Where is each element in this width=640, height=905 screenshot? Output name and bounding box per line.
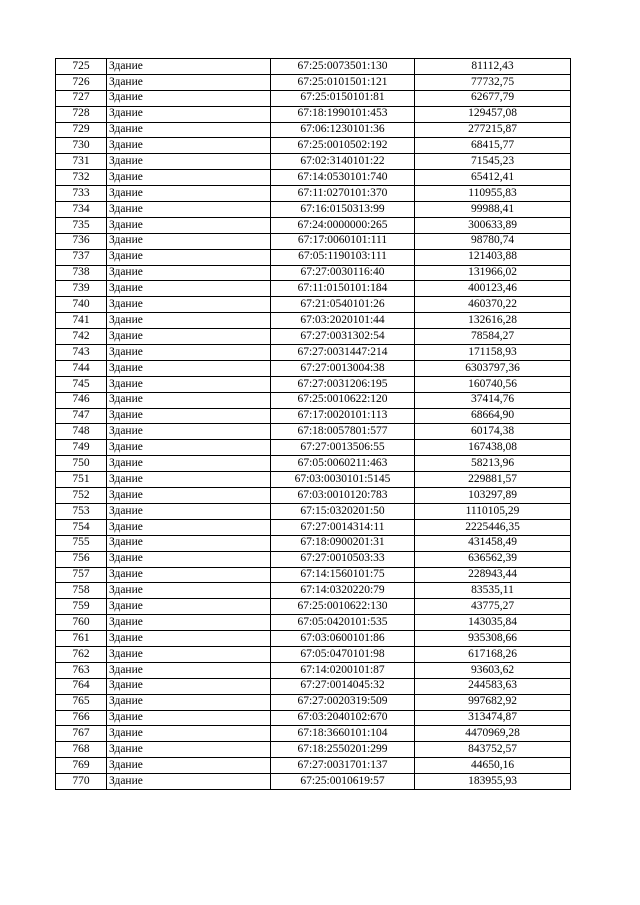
cadastral-number-cell: 67:06:1230101:36 [271,122,415,138]
row-number-cell: 765 [56,694,107,710]
cadastral-value-cell: 68664,90 [415,408,571,424]
object-type-cell: Здание [107,408,271,424]
cadastral-value-cell: 167438,08 [415,440,571,456]
table-row [56,265,571,281]
row-number-cell: 732 [56,170,107,186]
cadastral-number-cell: 67:27:0031302:54 [271,329,415,345]
row-number-cell: 743 [56,345,107,361]
table-row [56,59,571,75]
object-type-cell: Здание [107,726,271,742]
row-number-cell: 769 [56,758,107,774]
table-row [56,376,571,392]
table-row [56,615,571,631]
row-number-cell: 742 [56,329,107,345]
cadastral-value-cell: 143035,84 [415,615,571,631]
table-row [56,329,571,345]
cadastral-value-cell: 935308,66 [415,631,571,647]
row-number-cell: 731 [56,154,107,170]
cadastral-value-cell: 103297,89 [415,488,571,504]
object-type-cell: Здание [107,567,271,583]
cadastral-value-cell: 83535,11 [415,583,571,599]
cadastral-number-cell: 67:11:0150101:184 [271,281,415,297]
row-number-cell: 730 [56,138,107,154]
cadastral-number-cell: 67:25:0073501:130 [271,59,415,75]
row-number-cell: 770 [56,774,107,790]
cadastral-value-cell: 93603,62 [415,662,571,678]
row-number-cell: 768 [56,742,107,758]
object-type-cell: Здание [107,154,271,170]
cadastral-number-cell: 67:27:0031701:137 [271,758,415,774]
cadastral-value-cell: 44650,16 [415,758,571,774]
cadastral-number-cell: 67:14:1560101:75 [271,567,415,583]
object-type-cell: Здание [107,710,271,726]
table-row [56,424,571,440]
object-type-cell: Здание [107,774,271,790]
row-number-cell: 725 [56,59,107,75]
row-number-cell: 767 [56,726,107,742]
cadastral-value-cell: 1110105,29 [415,503,571,519]
cadastral-value-cell: 171158,93 [415,345,571,361]
row-number-cell: 752 [56,488,107,504]
cadastral-number-cell: 67:18:2550201:299 [271,742,415,758]
table-row [56,488,571,504]
cadastral-value-cell: 60174,38 [415,424,571,440]
cadastral-value-cell: 229881,57 [415,472,571,488]
object-type-cell: Здание [107,440,271,456]
cadastral-number-cell: 67:27:0031447:214 [271,345,415,361]
table-row [56,726,571,742]
row-number-cell: 741 [56,313,107,329]
object-type-cell: Здание [107,758,271,774]
cadastral-value-cell: 131966,02 [415,265,571,281]
cadastral-value-cell: 431458,49 [415,535,571,551]
table-row [56,678,571,694]
row-number-cell: 761 [56,631,107,647]
cadastral-number-cell: 67:25:0010622:130 [271,599,415,615]
object-type-cell: Здание [107,535,271,551]
cadastral-value-cell: 43775,27 [415,599,571,615]
cadastral-number-cell: 67:05:0420101:535 [271,615,415,631]
table-row [56,567,571,583]
row-number-cell: 751 [56,472,107,488]
row-number-cell: 747 [56,408,107,424]
table-row [56,90,571,106]
table-row [56,360,571,376]
table-row [56,503,571,519]
cadastral-number-cell: 67:03:0010120:783 [271,488,415,504]
row-number-cell: 760 [56,615,107,631]
cadastral-value-cell: 78584,27 [415,329,571,345]
row-number-cell: 744 [56,360,107,376]
object-type-cell: Здание [107,313,271,329]
object-type-cell: Здание [107,742,271,758]
object-type-cell: Здание [107,345,271,361]
cadastral-number-cell: 67:17:0060101:111 [271,233,415,249]
cadastral-number-cell: 67:05:0470101:98 [271,646,415,662]
cadastral-number-cell: 67:05:0060211:463 [271,456,415,472]
cadastral-value-cell: 160740,56 [415,376,571,392]
object-type-cell: Здание [107,376,271,392]
row-number-cell: 733 [56,186,107,202]
row-number-cell: 737 [56,249,107,265]
cadastral-value-cell: 81112,43 [415,59,571,75]
cadastral-value-cell: 37414,76 [415,392,571,408]
object-type-cell: Здание [107,599,271,615]
table-row [56,281,571,297]
cadastral-number-cell: 67:15:0320201:50 [271,503,415,519]
cadastral-number-cell: 67:27:0031206:195 [271,376,415,392]
cadastral-value-cell: 71545,23 [415,154,571,170]
object-type-cell: Здание [107,694,271,710]
cadastral-value-cell: 62677,79 [415,90,571,106]
table-row [56,646,571,662]
table-row [56,233,571,249]
row-number-cell: 764 [56,678,107,694]
table-row [56,297,571,313]
cadastral-number-cell: 67:03:2020101:44 [271,313,415,329]
cadastral-number-cell: 67:25:0010619:57 [271,774,415,790]
object-type-cell: Здание [107,186,271,202]
cadastral-number-cell: 67:27:0013004:38 [271,360,415,376]
cadastral-number-cell: 67:18:3660101:104 [271,726,415,742]
cadastral-number-cell: 67:27:0013506:55 [271,440,415,456]
table-row [56,106,571,122]
cadastral-value-cell: 99988,41 [415,202,571,218]
table-row [56,774,571,790]
cadastral-number-cell: 67:18:0900201:31 [271,535,415,551]
row-number-cell: 729 [56,122,107,138]
cadastral-number-cell: 67:25:0150101:81 [271,90,415,106]
table-row [56,186,571,202]
table-row [56,202,571,218]
row-number-cell: 758 [56,583,107,599]
object-type-cell: Здание [107,329,271,345]
object-type-cell: Здание [107,170,271,186]
cadastral-value-cell: 183955,93 [415,774,571,790]
row-number-cell: 745 [56,376,107,392]
cadastral-value-cell: 4470969,28 [415,726,571,742]
cadastral-value-cell: 400123,46 [415,281,571,297]
object-type-cell: Здание [107,297,271,313]
table-row [56,694,571,710]
row-number-cell: 734 [56,202,107,218]
table-row [56,535,571,551]
table-row [56,583,571,599]
object-type-cell: Здание [107,138,271,154]
row-number-cell: 748 [56,424,107,440]
cadastral-value-cell: 313474,87 [415,710,571,726]
table-row [56,662,571,678]
cadastral-value-cell: 58213,96 [415,456,571,472]
row-number-cell: 750 [56,456,107,472]
cadastral-value-cell: 121403,88 [415,249,571,265]
cadastral-number-cell: 67:27:0014045:32 [271,678,415,694]
table-row [56,170,571,186]
table-row [56,440,571,456]
object-type-cell: Здание [107,281,271,297]
table-row [56,456,571,472]
row-number-cell: 736 [56,233,107,249]
table-row [56,631,571,647]
cadastral-number-cell: 67:16:0150313:99 [271,202,415,218]
object-type-cell: Здание [107,678,271,694]
cadastral-number-cell: 67:25:0010502:192 [271,138,415,154]
cadastral-value-cell: 277215,87 [415,122,571,138]
cadastral-number-cell: 67:18:0057801:577 [271,424,415,440]
cadastral-number-cell: 67:14:0530101:740 [271,170,415,186]
row-number-cell: 735 [56,217,107,233]
table-row [56,551,571,567]
row-number-cell: 754 [56,519,107,535]
object-type-cell: Здание [107,90,271,106]
cadastral-number-cell: 67:03:0600101:86 [271,631,415,647]
object-type-cell: Здание [107,106,271,122]
object-type-cell: Здание [107,519,271,535]
cadastral-number-cell: 67:21:0540101:26 [271,297,415,313]
cadastral-value-cell: 300633,89 [415,217,571,233]
cadastral-number-cell: 67:03:2040102:670 [271,710,415,726]
row-number-cell: 728 [56,106,107,122]
row-number-cell: 762 [56,646,107,662]
cadastral-value-cell: 77732,75 [415,74,571,90]
cadastral-value-cell: 460370,22 [415,297,571,313]
table-row [56,742,571,758]
row-number-cell: 756 [56,551,107,567]
row-number-cell: 766 [56,710,107,726]
cadastral-number-cell: 67:25:0010622:120 [271,392,415,408]
table-row [56,599,571,615]
table-row [56,249,571,265]
object-type-cell: Здание [107,360,271,376]
object-type-cell: Здание [107,551,271,567]
object-type-cell: Здание [107,217,271,233]
row-number-cell: 755 [56,535,107,551]
cadastral-value-cell: 132616,28 [415,313,571,329]
cadastral-value-cell: 68415,77 [415,138,571,154]
cadastral-value-cell: 617168,26 [415,646,571,662]
cadastral-value-cell: 65412,41 [415,170,571,186]
row-number-cell: 726 [56,74,107,90]
cadastral-number-cell: 67:05:1190103:111 [271,249,415,265]
cadastral-value-cell: 6303797,36 [415,360,571,376]
cadastral-value-cell: 636562,39 [415,551,571,567]
object-type-cell: Здание [107,265,271,281]
table-row [56,408,571,424]
cadastral-value-cell: 98780,74 [415,233,571,249]
object-type-cell: Здание [107,631,271,647]
table-row [56,74,571,90]
object-type-cell: Здание [107,202,271,218]
table-row [56,519,571,535]
table-row [56,122,571,138]
table-row [56,392,571,408]
table-row [56,217,571,233]
object-type-cell: Здание [107,456,271,472]
object-type-cell: Здание [107,615,271,631]
table-row [56,154,571,170]
row-number-cell: 749 [56,440,107,456]
object-type-cell: Здание [107,503,271,519]
row-number-cell: 746 [56,392,107,408]
table-row [56,313,571,329]
cadastral-number-cell: 67:18:1990101:453 [271,106,415,122]
row-number-cell: 759 [56,599,107,615]
cadastral-value-cell: 110955,83 [415,186,571,202]
table-row [56,710,571,726]
row-number-cell: 753 [56,503,107,519]
table-row [56,758,571,774]
object-type-cell: Здание [107,74,271,90]
cadastral-number-cell: 67:11:0270101:370 [271,186,415,202]
cadastral-value-cell: 2225446,35 [415,519,571,535]
cadastral-number-cell: 67:27:0014314:11 [271,519,415,535]
object-type-cell: Здание [107,583,271,599]
object-type-cell: Здание [107,233,271,249]
cadastral-value-cell: 843752,57 [415,742,571,758]
cadastral-value-cell: 228943,44 [415,567,571,583]
table-row [56,138,571,154]
object-type-cell: Здание [107,59,271,75]
object-type-cell: Здание [107,424,271,440]
row-number-cell: 740 [56,297,107,313]
cadastral-number-cell: 67:27:0010503:33 [271,551,415,567]
cadastral-number-cell: 67:14:0200101:87 [271,662,415,678]
row-number-cell: 757 [56,567,107,583]
cadastral-number-cell: 67:25:0101501:121 [271,74,415,90]
cadastral-number-cell: 67:17:0020101:113 [271,408,415,424]
object-type-cell: Здание [107,249,271,265]
table-row [56,472,571,488]
object-type-cell: Здание [107,392,271,408]
row-number-cell: 727 [56,90,107,106]
cadastral-value-cell: 244583,63 [415,678,571,694]
table-row [56,345,571,361]
row-number-cell: 738 [56,265,107,281]
cadastral-number-cell: 67:02:3140101:22 [271,154,415,170]
cadastral-number-cell: 67:24:0000000:265 [271,217,415,233]
object-type-cell: Здание [107,662,271,678]
object-type-cell: Здание [107,472,271,488]
cadastral-number-cell: 67:27:0020319:509 [271,694,415,710]
cadastral-number-cell: 67:27:0030116:40 [271,265,415,281]
object-type-cell: Здание [107,646,271,662]
cadastral-number-cell: 67:14:0320220:79 [271,583,415,599]
cadastral-number-cell: 67:03:0030101:5145 [271,472,415,488]
row-number-cell: 763 [56,662,107,678]
object-type-cell: Здание [107,122,271,138]
table-body [56,59,571,790]
cadastral-value-cell: 997682,92 [415,694,571,710]
row-number-cell: 739 [56,281,107,297]
cadastral-value-table [55,58,571,790]
cadastral-value-cell: 129457,08 [415,106,571,122]
object-type-cell: Здание [107,488,271,504]
